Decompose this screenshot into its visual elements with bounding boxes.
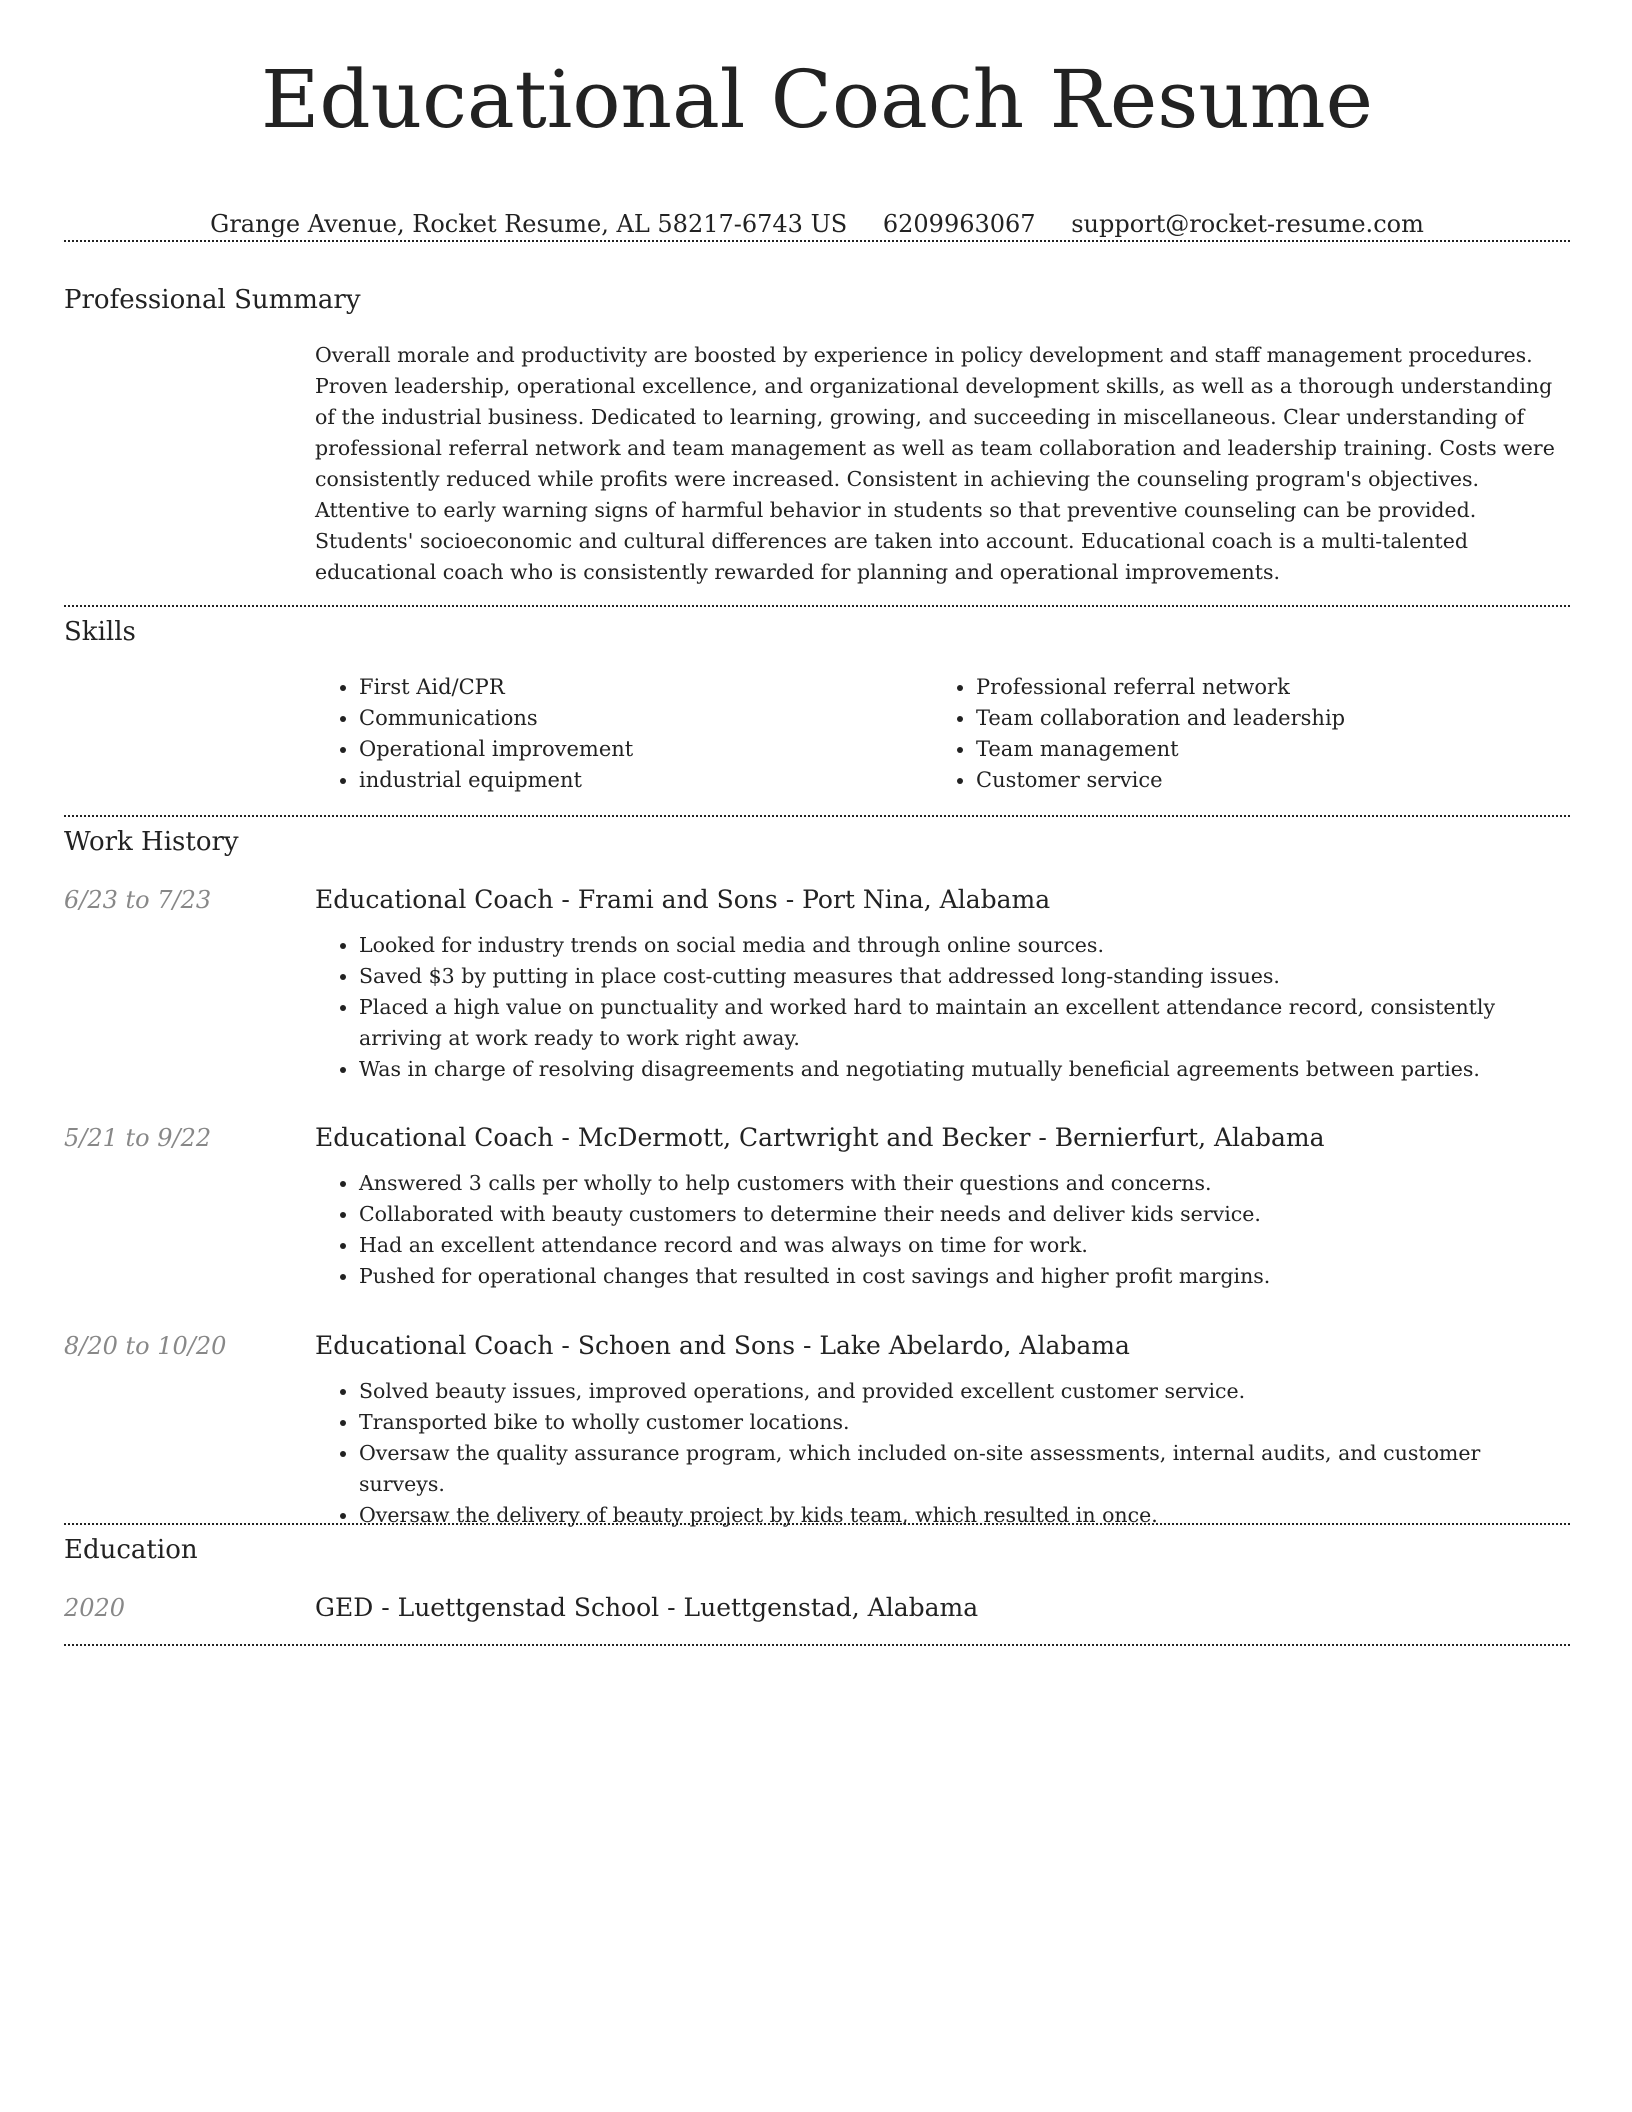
skills-list: [315, 672, 1570, 796]
resume-title: Educational Coach Resume: [261, 53, 1373, 146]
summary-text: Overall morale and productivity are boosted by experience in policy development and staff management procedures. Proven leadership, operational excellence, and organizational development skills, as well as a thorough understanding of the industrial business. Dedicated to learning, growing, and succeeding in miscellaneous. Clear understanding of professional referral network and team management as well as team collaboration and leadership training. Costs were consistently reduced while profits were increased. Consistent in achieving the counseling program's objectives. Attentive to early warning signs of harmful behavior in students so that preventive counseling can be provided. Students' socioeconomic and cultural differences are taken into account. Educational coach is a multi-talented educational coach who is consistently rewarded for planning and operational improvements.: [315, 343, 1555, 584]
divider: [64, 1644, 1570, 1646]
skill-item: • Team collaboration and leadership: [976, 703, 1549, 734]
job-bullet: • Transported bike to wholly customer locations.: [359, 1407, 1570, 1438]
skill-item: • First Aid/CPR: [359, 672, 932, 703]
divider: [64, 605, 1570, 607]
job-bullets: [315, 930, 1570, 1085]
job-title: Educational Coach - McDermott, Cartwright and Becker - Bernierfurt, Alabama: [315, 1123, 1325, 1152]
job-title: Educational Coach - Schoen and Sons - Lake Abelardo, Alabama: [315, 1331, 1130, 1360]
education-title: GED - Luettgenstad School - Luettgenstad, Alabama: [315, 1593, 979, 1622]
job-bullet: • Looked for industry trends on social media and through online sources.: [359, 930, 1570, 961]
job-bullet: • Answered 3 calls per wholly to help customers with their questions and concerns.: [359, 1168, 1570, 1199]
skill-item: • Communications: [359, 703, 932, 734]
resume-page: [64, 0, 1570, 1622]
skills-column-right: [932, 672, 1549, 796]
address-text: Grange Avenue, Rocket Resume, AL 58217-6743 US: [210, 210, 848, 238]
skills-heading: Skills: [64, 617, 136, 647]
education-date: 2020: [64, 1594, 126, 1622]
divider: [64, 815, 1570, 817]
job-bullet: • Pushed for operational changes that resulted in cost savings and higher profit margins.: [359, 1261, 1570, 1292]
phone-text: 6209963067: [882, 210, 1036, 238]
job-date: 8/20 to 10/20: [64, 1332, 227, 1360]
job-bullet: • Had an excellent attendance record and was always on time for work.: [359, 1230, 1570, 1261]
job-date: 6/23 to 7/23: [64, 886, 212, 914]
job-bullet: • Was in charge of resolving disagreements and negotiating mutually beneficial agreements between parties.: [359, 1054, 1570, 1085]
job-date: 5/21 to 9/22: [64, 1124, 212, 1152]
skill-item: • Customer service: [976, 765, 1549, 796]
job-title: Educational Coach - Frami and Sons - Port Nina, Alabama: [315, 885, 1051, 914]
job-bullet: • Oversaw the quality assurance program, which included on-site assessments, internal audits, and customer surveys.: [359, 1438, 1570, 1500]
skills-column-left: [315, 672, 932, 796]
job-bullet: • Saved $3 by putting in place cost-cutting measures that addressed long-standing issues.: [359, 961, 1570, 992]
job-bullet: • Oversaw the delivery of beauty project by kids team, which resulted in once.: [359, 1500, 1570, 1531]
divider: [64, 1523, 1570, 1525]
skill-item: • industrial equipment: [359, 765, 932, 796]
divider: [64, 240, 1570, 242]
email-link[interactable]: support@rocket-resume.com: [1071, 210, 1424, 238]
job-bullets: [315, 1376, 1570, 1531]
education-heading: Education: [64, 1535, 198, 1565]
job-bullet: • Collaborated with beauty customers to determine their needs and deliver kids service.: [359, 1199, 1570, 1230]
work-history-heading: Work History: [64, 827, 239, 857]
job-bullet: • Placed a high value on punctuality and worked hard to maintain an excellent attendance record, consistently arriving at work ready to work right away.: [359, 992, 1570, 1054]
contact-line: [64, 208, 1570, 240]
job-bullets: [315, 1168, 1570, 1292]
skill-item: • Professional referral network: [976, 672, 1549, 703]
skill-item: • Team management: [976, 734, 1549, 765]
skill-item: • Operational improvement: [359, 734, 932, 765]
job-bullet: • Solved beauty issues, improved operations, and provided excellent customer service.: [359, 1376, 1570, 1407]
summary-heading: Professional Summary: [64, 285, 361, 315]
